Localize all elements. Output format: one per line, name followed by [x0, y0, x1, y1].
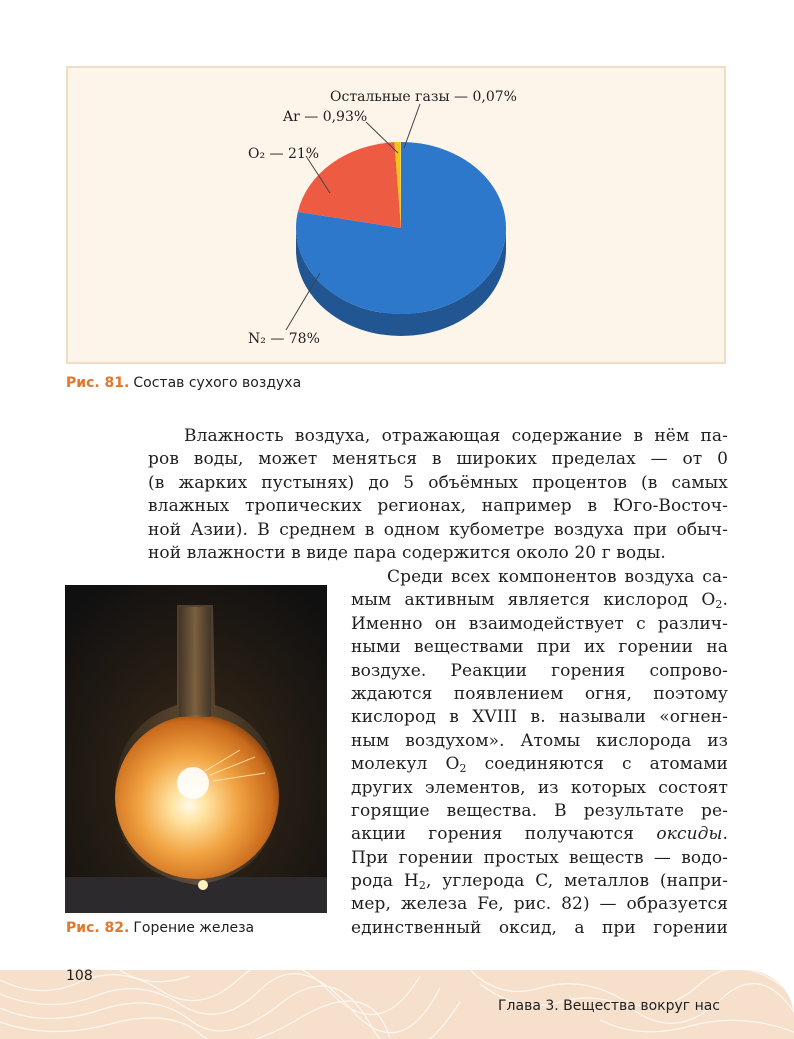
burning-iron-photo: [65, 585, 327, 913]
text-line: мер, железа Fe, рис. 82) — образуется: [351, 894, 728, 915]
text-line: (в жарких пустынях) до 5 объёмных процентов (в самых: [148, 472, 728, 493]
text-line: ными веществами при их горении на: [351, 637, 728, 658]
figure-82-text: Горение железа: [133, 920, 255, 936]
text-line: рода $H_2$, углерода C, металлов (напри-: [351, 871, 728, 893]
text-line: ров воды, может меняться в широких пределах — от 0: [148, 449, 728, 470]
text-line: единственный оксид, а при горении: [351, 917, 728, 938]
text-line: Среди всех компонентов воздуха са-: [387, 567, 728, 587]
figure-81-caption: [66, 375, 301, 391]
pie-label-1: O₂ — 21%: [248, 146, 320, 162]
text-line: При горении простых веществ — водо-: [351, 847, 728, 868]
figure-81-number: Рис. 81.: [66, 375, 130, 391]
text-line: кислород в XVIII в. называли «огнен-: [351, 707, 728, 728]
text-line: других элементов, из которых состоят: [351, 777, 728, 798]
text-line: Влажность воздуха, отражающая содержание в нём па-: [184, 426, 728, 446]
figure-82-number: Рис. 82.: [66, 920, 130, 936]
text-line: мым активным является кислород $O_2$.: [351, 590, 728, 612]
chapter-title: Глава 3. Вещества вокруг нас: [498, 998, 720, 1014]
text-line: молекул $O_2$ соединяются с атомами: [351, 754, 728, 776]
text-line: влажных тропических регионах, например в Юго-Восточ-: [148, 496, 728, 517]
pie-chart: [68, 68, 728, 366]
pie-leader-3: [404, 104, 420, 148]
text-line: ждаются появлением огня, поэтому: [351, 683, 728, 704]
text-line: ным воздухом». Атомы кислорода из: [351, 730, 728, 751]
pie-leader-0: [286, 273, 320, 330]
oxygen-paragraph: [351, 566, 728, 940]
text-line: Именно он взаимодействует с различ-: [351, 613, 728, 634]
flask-image: [65, 585, 327, 913]
pie-label-0: N₂ — 78%: [248, 331, 320, 347]
pie-label-2: Ar — 0,93%: [283, 109, 368, 125]
page-number: 108: [66, 968, 93, 984]
text-line: горящие вещества. В результате ре-: [351, 800, 728, 821]
figure-81-text: Состав сухого воздуха: [133, 375, 302, 391]
text-line: акции горения получаются оксиды.: [351, 824, 728, 845]
text-line: ной влажности в виде пара содержится около 20 г воды.: [148, 542, 666, 563]
pie-label-3: Остальные газы — 0,07%: [330, 89, 517, 105]
text-line: воздухе. Реакции горения сопрово-: [351, 660, 728, 681]
humidity-paragraph: [148, 425, 728, 565]
figure-82-caption: [66, 920, 254, 936]
text-line: ной Азии). В среднем в одном кубометре воздуха при обыч-: [148, 519, 728, 540]
chart-frame: [66, 66, 726, 364]
